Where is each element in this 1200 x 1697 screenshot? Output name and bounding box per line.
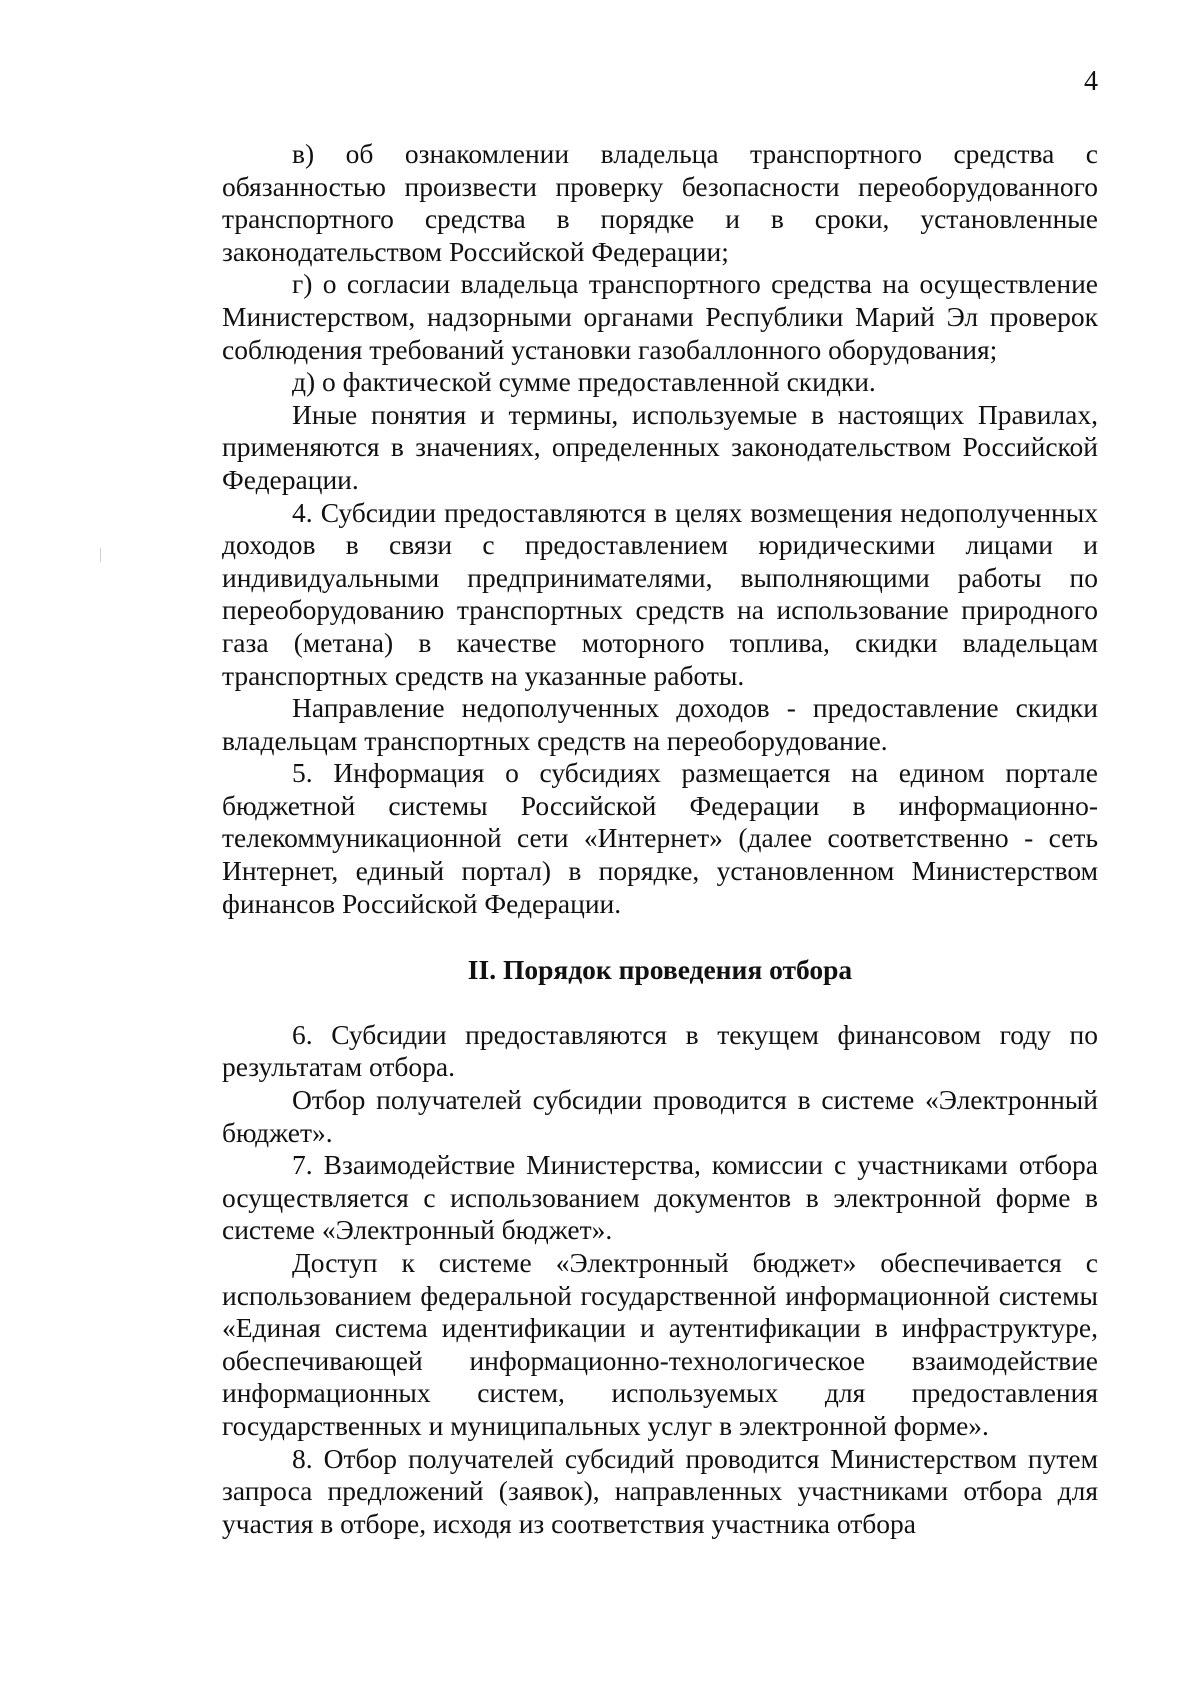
document-body (222, 138, 1098, 1540)
paragraph-v: в) об ознакомлении владельца транспортного средства с обязанностью произвести проверку безопасности переоборудованного транспортного средства в порядке и в сроки, установленные законодательством Российской Федерации; (222, 138, 1098, 267)
paragraph-direction: Направление недополученных доходов - предоставление скидки владельцам транспортных средств на переоборудование. (222, 692, 1098, 756)
paragraph-g: г) о согласии владельца транспортного средства на осуществление Министерством, надзорными органами Республики Марий Эл проверок соблюдения требований установки газобаллонного оборудования; (222, 268, 1098, 365)
section-heading: II. Порядок проведения отбора (467, 954, 853, 986)
paragraph-8: 8. Отбор получателей субсидий проводится Министерством путем запроса предложений (заявок), направленных участниками отбора для участия в отборе, исходя из соответствия участника отбора (222, 1442, 1098, 1539)
scan-margin-mark (100, 548, 101, 562)
page-number: 4 (1084, 66, 1098, 97)
paragraph-d: д) о фактической сумме предоставленной скидки. (292, 366, 876, 398)
paragraph-4: 4. Субсидии предоставляются в целях возмещения недополученных доходов в связи с предоставлением юридическими лицами и индивидуальными предпринимателями, выполняющими работы по переоборудованию транспортных средств на использование природного газа (метана) в качестве моторного топлива, скидки владельцам транспортных средств на указанные работы. (222, 496, 1098, 691)
paragraph-access: Доступ к системе «Электронный бюджет» обеспечивается с использованием федеральной государственной информационной системы «Единая система идентификации и аутентификации в инфраструктуре, обеспечивающей информационно-технологическое взаимодействие информационных систем, используемых для предоставления государственных и муниципальных услуг в электронной форме». (222, 1247, 1098, 1441)
paragraph-5: 5. Информация о субсидиях размещается на едином портале бюджетной системы Российской Федерации в информационно-телекоммуникационной сети «Интернет» (далее соответственно - сеть Интернет, единый портал) в порядке, установленном Министерством финансов Российской Федерации. (222, 757, 1098, 919)
paragraph-terms: Иные понятия и термины, используемые в настоящих Правилах, применяются в значениях, определенных законодательством Российской Федерации. (222, 398, 1098, 495)
paragraph-7: 7. Взаимодействие Министерства, комиссии с участниками отбора осуществляется с использованием документов в электронной форме в системе «Электронный бюджет». (222, 1149, 1098, 1246)
paragraph-6: 6. Субсидии предоставляются в текущем финансовом году по результатам отбора. (222, 1018, 1098, 1083)
paragraph-selection: Отбор получателей субсидии проводится в системе «Электронный бюджет». (222, 1084, 1098, 1148)
